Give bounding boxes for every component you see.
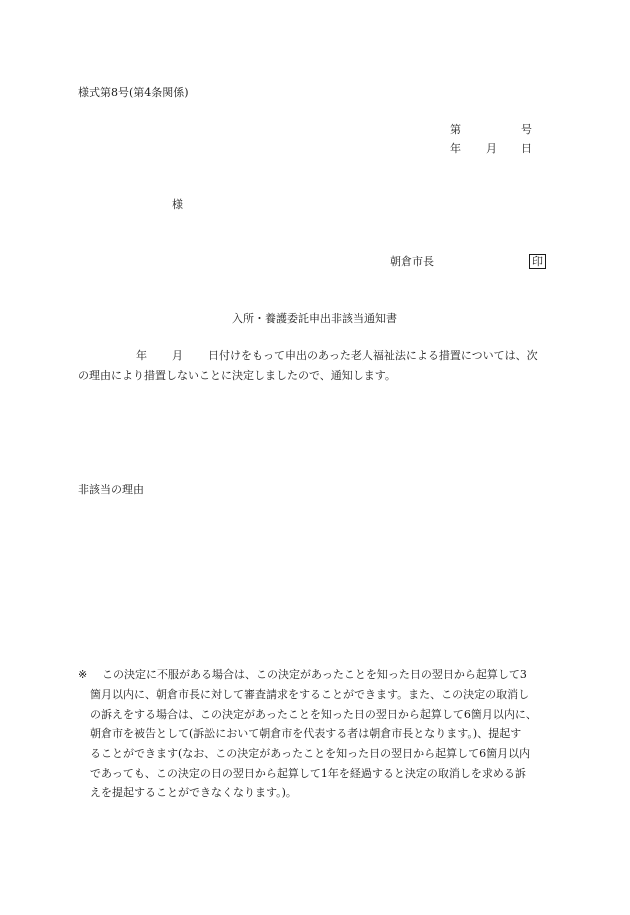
notice-line-4: 朝倉市を被告として(訴訟において朝倉市を代表する者は朝倉市長となります。)、提起す [90, 727, 522, 740]
official-seal [529, 254, 546, 269]
notice-mark: ※ [78, 668, 88, 681]
notice-line-2: 箇月以内に、朝倉市長に対して審査請求をすることができます。また、この決定の取消し [90, 688, 530, 701]
body-line-1: 日付けをもって申出のあった老人福祉法による措置については、次 [208, 349, 538, 362]
notice-line-7: えを提起することができなくなります。)。 [90, 786, 297, 799]
document-number-prefix: 第 [450, 123, 461, 136]
form-number-label: 様式第8号(第4条関係) [78, 86, 189, 99]
date-month-label: 月 [486, 142, 497, 155]
notice-line-5: ることができます(なお、この決定があったことを知った日の翌日から起算して6箇月以内 [90, 747, 531, 760]
document-number-suffix: 号 [521, 123, 532, 136]
issuer-name: 朝倉市長 [390, 255, 434, 268]
seal-mark: 印 [529, 254, 546, 269]
date-year-label: 年 [450, 142, 461, 155]
notice-line-3: の訴えをする場合は、この決定があったことを知った日の翌日から起算して6箇月以内に、 [90, 708, 537, 721]
notice-line-1: この決定に不服がある場合は、この決定があったことを知った日の翌日から起算して3 [102, 668, 527, 681]
body-month-label: 月 [172, 349, 183, 362]
body-line-2: の理由により措置しないことに決定しましたので、通知します。 [78, 369, 396, 382]
date-day-label: 日 [521, 142, 532, 155]
body-year-label: 年 [136, 349, 147, 362]
document-title: 入所・養護委託申出非該当通知書 [232, 312, 397, 325]
notice-line-6: であっても、この決定の日の翌日から起算して1年を経過すると決定の取消しを求める訴 [90, 767, 526, 780]
addressee-suffix: 様 [172, 198, 183, 211]
reason-heading: 非該当の理由 [78, 483, 144, 496]
